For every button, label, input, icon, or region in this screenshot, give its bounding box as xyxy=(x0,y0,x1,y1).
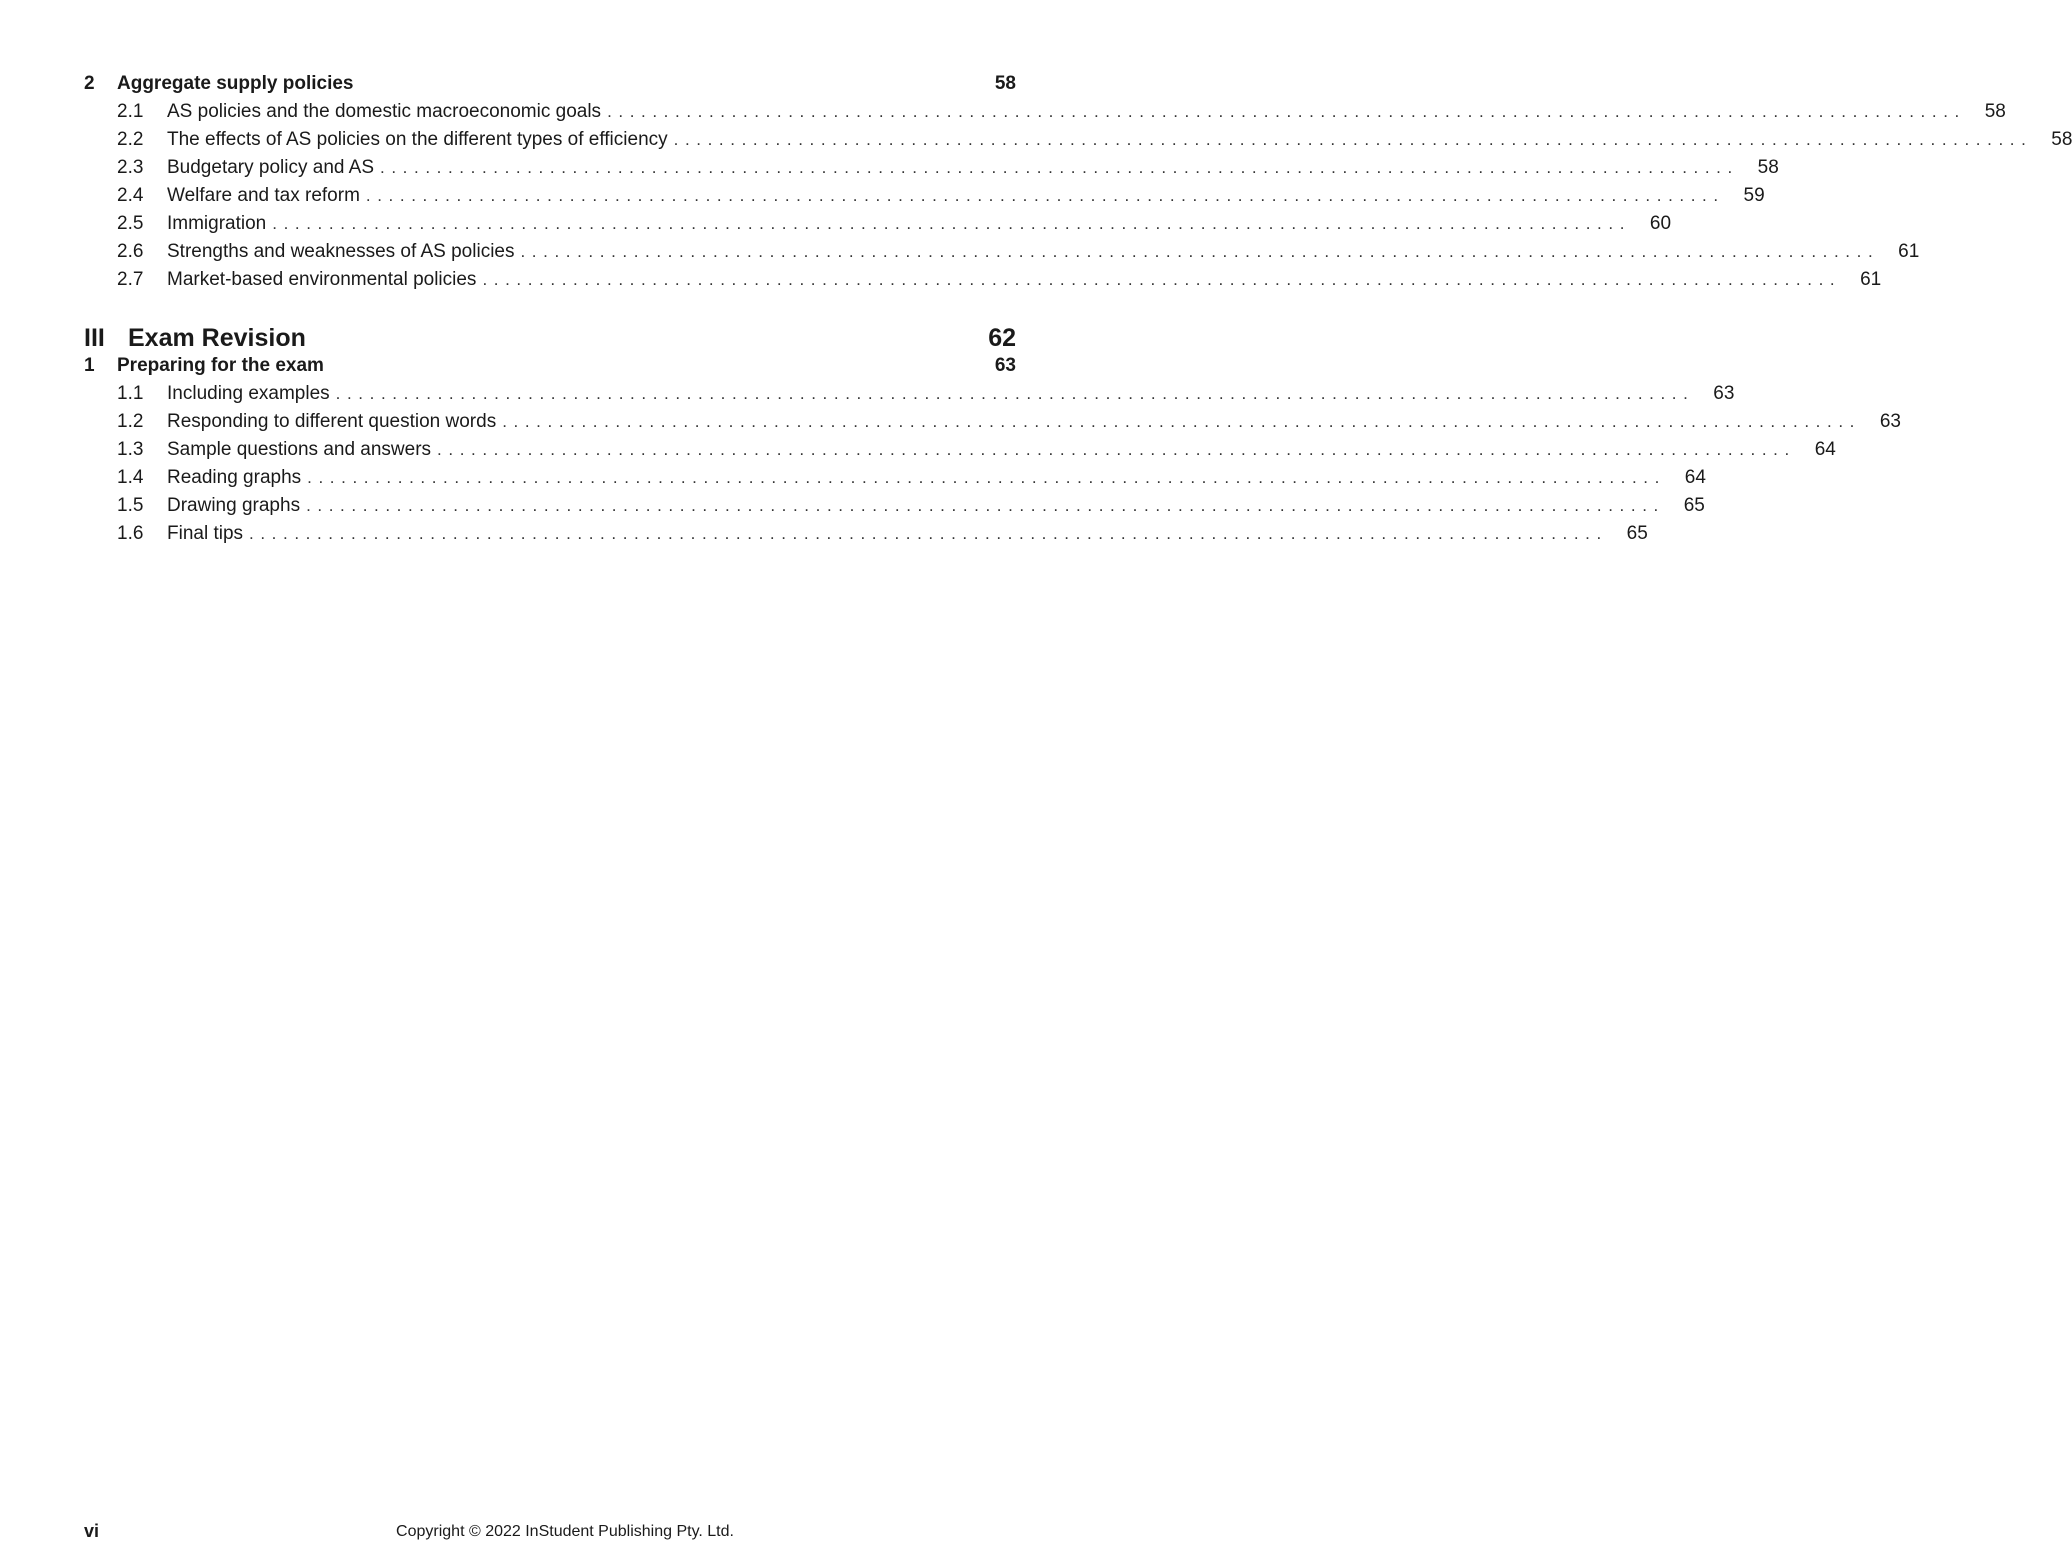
entry-title: Reading graphs xyxy=(167,467,302,488)
copyright-notice: Copyright © 2022 InStudent Publishing Pty. Ltd. xyxy=(396,1523,734,1540)
entry-number: 2.1 xyxy=(117,101,144,122)
entry-number: 1.1 xyxy=(117,383,144,404)
entry-page-number: 58 xyxy=(1757,157,1779,178)
entry-title: Budgetary policy and AS xyxy=(167,157,375,178)
entry-page-number: 61 xyxy=(1898,241,1920,262)
entry-number: 1.4 xyxy=(117,467,144,488)
dot-leader: ........................................................................................................................ xyxy=(272,214,1632,233)
section-title: Aggregate supply policies xyxy=(117,73,354,94)
toc-entry[interactable] xyxy=(84,383,1735,411)
dot-leader: ........................................................................................................................ xyxy=(502,412,1861,431)
entry-title: Including examples xyxy=(167,383,330,404)
entry-number: 2.6 xyxy=(117,241,144,262)
entry-title: Welfare and tax reform xyxy=(167,185,360,206)
dot-leader: ........................................................................................................................ xyxy=(437,440,1796,459)
toc-entry[interactable] xyxy=(84,129,2072,157)
toc-entry[interactable] xyxy=(84,467,1706,495)
dot-leader: ........................................................................................................................ xyxy=(365,186,1725,205)
dot-leader: ........................................................................................................................ xyxy=(520,242,1880,261)
entry-title: Drawing graphs xyxy=(167,495,301,516)
dot-leader: ........................................................................................................................ xyxy=(380,158,1739,177)
section-title: Preparing for the exam xyxy=(117,355,324,376)
entry-page-number: 65 xyxy=(1626,523,1648,544)
dot-leader: ........................................................................................................................ xyxy=(249,524,1608,543)
entry-number: 1.3 xyxy=(117,439,144,460)
entry-title: The effects of AS policies on the different types of efficiency xyxy=(167,129,668,150)
section-page-number: 58 xyxy=(994,73,1016,94)
entry-number: 1.2 xyxy=(117,411,144,432)
toc-entry[interactable] xyxy=(84,241,1920,269)
toc-entry[interactable] xyxy=(84,185,1765,213)
entry-page-number: 63 xyxy=(1879,411,1901,432)
section-page-number: 63 xyxy=(994,355,1016,376)
entry-number: 2.4 xyxy=(117,185,144,206)
dot-leader: ........................................................................................................................ xyxy=(306,496,1665,515)
entry-title: Final tips xyxy=(167,523,244,544)
dot-leader: ........................................................................................................................ xyxy=(673,130,2033,149)
entry-number: 2.3 xyxy=(117,157,144,178)
toc-entry[interactable] xyxy=(84,213,1672,241)
dot-leader: ........................................................................................................................ xyxy=(482,270,1842,289)
part-title: Exam Revision xyxy=(128,324,306,352)
entry-page-number: 58 xyxy=(2051,129,2072,150)
table-of-contents xyxy=(84,73,2072,551)
toc-entry[interactable] xyxy=(84,411,1901,439)
entry-title: Responding to different question words xyxy=(167,411,497,432)
toc-entry[interactable] xyxy=(84,495,1705,523)
entry-page-number: 61 xyxy=(1860,269,1882,290)
part-number: III xyxy=(84,324,105,352)
entry-number: 1.5 xyxy=(117,495,144,516)
section-number: 2 xyxy=(84,73,95,94)
dot-leader: ........................................................................................................................ xyxy=(307,468,1666,487)
entry-page-number: 65 xyxy=(1683,495,1705,516)
toc-entry[interactable] xyxy=(84,523,1648,551)
toc-entry[interactable] xyxy=(84,439,1836,467)
entry-title: Sample questions and answers xyxy=(167,439,432,460)
entry-number: 2.5 xyxy=(117,213,144,234)
entry-page-number: 64 xyxy=(1684,467,1706,488)
entry-title: AS policies and the domestic macroeconomic goals xyxy=(167,101,602,122)
toc-section-heading[interactable] xyxy=(84,73,1016,101)
entry-page-number: 59 xyxy=(1743,185,1765,206)
dot-leader: ........................................................................................................................ xyxy=(335,384,1695,403)
toc-entry[interactable] xyxy=(84,269,1882,297)
entry-page-number: 63 xyxy=(1713,383,1735,404)
entry-number: 2.7 xyxy=(117,269,144,290)
dot-leader: ........................................................................................................................ xyxy=(607,102,1966,121)
toc-entry[interactable] xyxy=(84,157,1779,185)
entry-title: Strengths and weaknesses of AS policies xyxy=(167,241,515,262)
entry-page-number: 64 xyxy=(1814,439,1836,460)
entry-page-number: 58 xyxy=(1984,101,2006,122)
part-page-number: 62 xyxy=(988,324,1016,352)
toc-section-heading[interactable] xyxy=(84,355,1016,383)
footer-page-number: vi xyxy=(84,1521,100,1541)
entry-number: 2.2 xyxy=(117,129,144,150)
toc-entry[interactable] xyxy=(84,101,2006,129)
entry-number: 1.6 xyxy=(117,523,144,544)
entry-title: Immigration xyxy=(167,213,267,234)
section-number: 1 xyxy=(84,355,95,376)
entry-title: Market-based environmental policies xyxy=(167,269,477,290)
page-footer xyxy=(84,1519,1016,1547)
toc-part-heading[interactable] xyxy=(84,303,1016,355)
entry-page-number: 60 xyxy=(1649,213,1672,234)
